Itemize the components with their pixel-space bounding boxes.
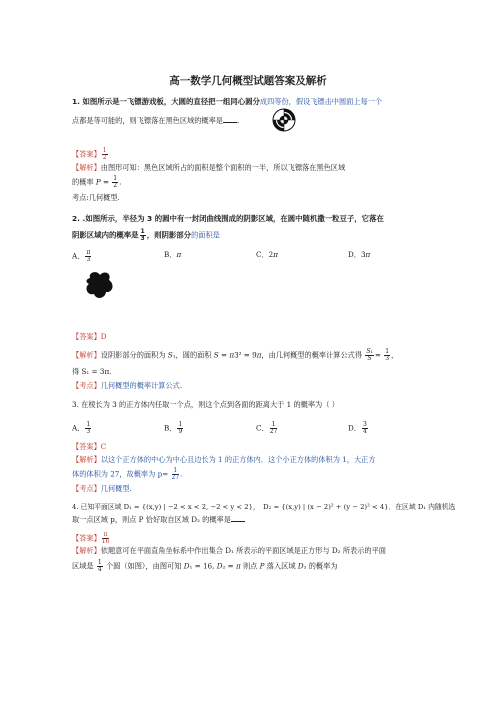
q2-point: 【考点】几何概型的概率计算公式. — [72, 381, 183, 390]
q3-option-a: A． $\frac{1}{3}$ — [72, 421, 91, 435]
q3-point: 【考点】几何概型. — [72, 484, 132, 493]
q3-analysis-2: 体的体积为 27，故概率为 p= $\frac{1}{27}$ . — [72, 467, 183, 481]
q1-answer — [72, 148, 109, 161]
q1-analysis-2: 的概率 P = $\frac{1}{2}$ . — [72, 175, 122, 189]
q2-answer: 【答案】D — [72, 332, 107, 341]
q1-point: 考点:几何概型. — [72, 193, 120, 202]
q3-answer: 【答案】C — [72, 442, 107, 451]
q2-line2: 阴影区域内的概率是 $\frac{1}{3}$ ，则阴影部分的面积是 — [72, 228, 220, 242]
dartboard-figure — [272, 108, 296, 132]
q2-analysis-2: 得 S₁ = 3π. — [72, 367, 112, 376]
page-title: 高一数学几何概型试题答案及解析 — [169, 75, 327, 87]
answer-tag: 【答案】 — [72, 149, 101, 159]
q4-analysis-2: 区域是 $\frac{1}{4}$ 个圆（如图），由图可知 D₁ = 16, D₂ = π 则点 P 落入区域 D₂ 的概率为 — [72, 559, 338, 573]
q3-stem: 3. 在棱长为 3 的正方体内任取一个点，则这个点到各面的距离大于 1 的概率为（ ） — [72, 400, 339, 409]
q3-option-d: D． $\frac{3}{4}$ — [348, 421, 367, 435]
q2-answer-value: D — [100, 332, 107, 341]
q2-option-b: B．π — [164, 250, 182, 259]
q4-answer-value: $\frac{\pi}{16}$ — [101, 531, 110, 545]
q4-analysis: 【解析】依题意可在平面直角坐标系中作出集合 D₁ 所表示的平面区域是正方形与 D₂ 所表示的平面 — [72, 546, 386, 555]
q2-stem: 2. .如图所示，半径为 3 的圆中有一封闭曲线围成的阴影区域，在圆中随机撒一粒豆子，它落在 — [72, 214, 384, 223]
q4-stem: 4. 已知平面区域 D₁ = {(x,y) | −2 < x < 2, −2 < y < 2}， D₂ = {(x,y) | (x − 2)² + (y − 2)² < 4}．在区域 D₁ 内随机选 — [72, 503, 456, 511]
q3-answer-value: C — [100, 442, 107, 451]
q2-option-c: C．2π — [256, 250, 278, 259]
q2-analysis: 【解析】设阴影部分的面积为 S₁，圆的面积 S = π3² = 9π，由几何概型的概率计算公式得 $\frac{\text{S₁}}{S}$ = $\frac{1}{3}$ ， — [72, 348, 399, 362]
analysis-tag: 【解析】 — [72, 163, 101, 172]
q1-line2: 点都是等可能的，则飞镖落在黑色区域的概率是 . — [72, 116, 240, 125]
q2-option-a: A． $\frac{\pi}{3}$ — [72, 249, 91, 263]
q1-lead-tail: 成四等份，假设飞镖击中圆面上每一个 — [259, 97, 383, 106]
q4-line2: 取一点区域 p，则点 P 恰好取自区域 D₂ 的概率是 — [72, 515, 245, 524]
q3-option-b: B． $\frac{1}{9}$ — [164, 421, 183, 435]
q1-stem — [72, 97, 382, 106]
q3-option-c: C． $\frac{1}{27}$ — [256, 421, 278, 435]
q2-option-d: D．3π — [348, 250, 371, 259]
q1-analysis: 【解析】由图形可知：黑色区域所占的面积是整个面积的一半，所以飞镖落在黑色区域 — [72, 163, 346, 172]
q4-answer: 【答案】 $\frac{\pi}{16}$ — [72, 531, 110, 545]
shaded-region-figure — [82, 268, 118, 304]
q1-answer-value: $\frac{1}{2}$ — [102, 147, 107, 161]
q1-lead: 1. 如图所示是一飞镖游戏板，大圆的直径把一组同心圆分 — [72, 97, 260, 106]
q3-analysis: 【解析】以这个正方体的中心为中心且边长为 1 的正方体内．这个小正方体的体积为 1，大正方 — [72, 455, 376, 464]
